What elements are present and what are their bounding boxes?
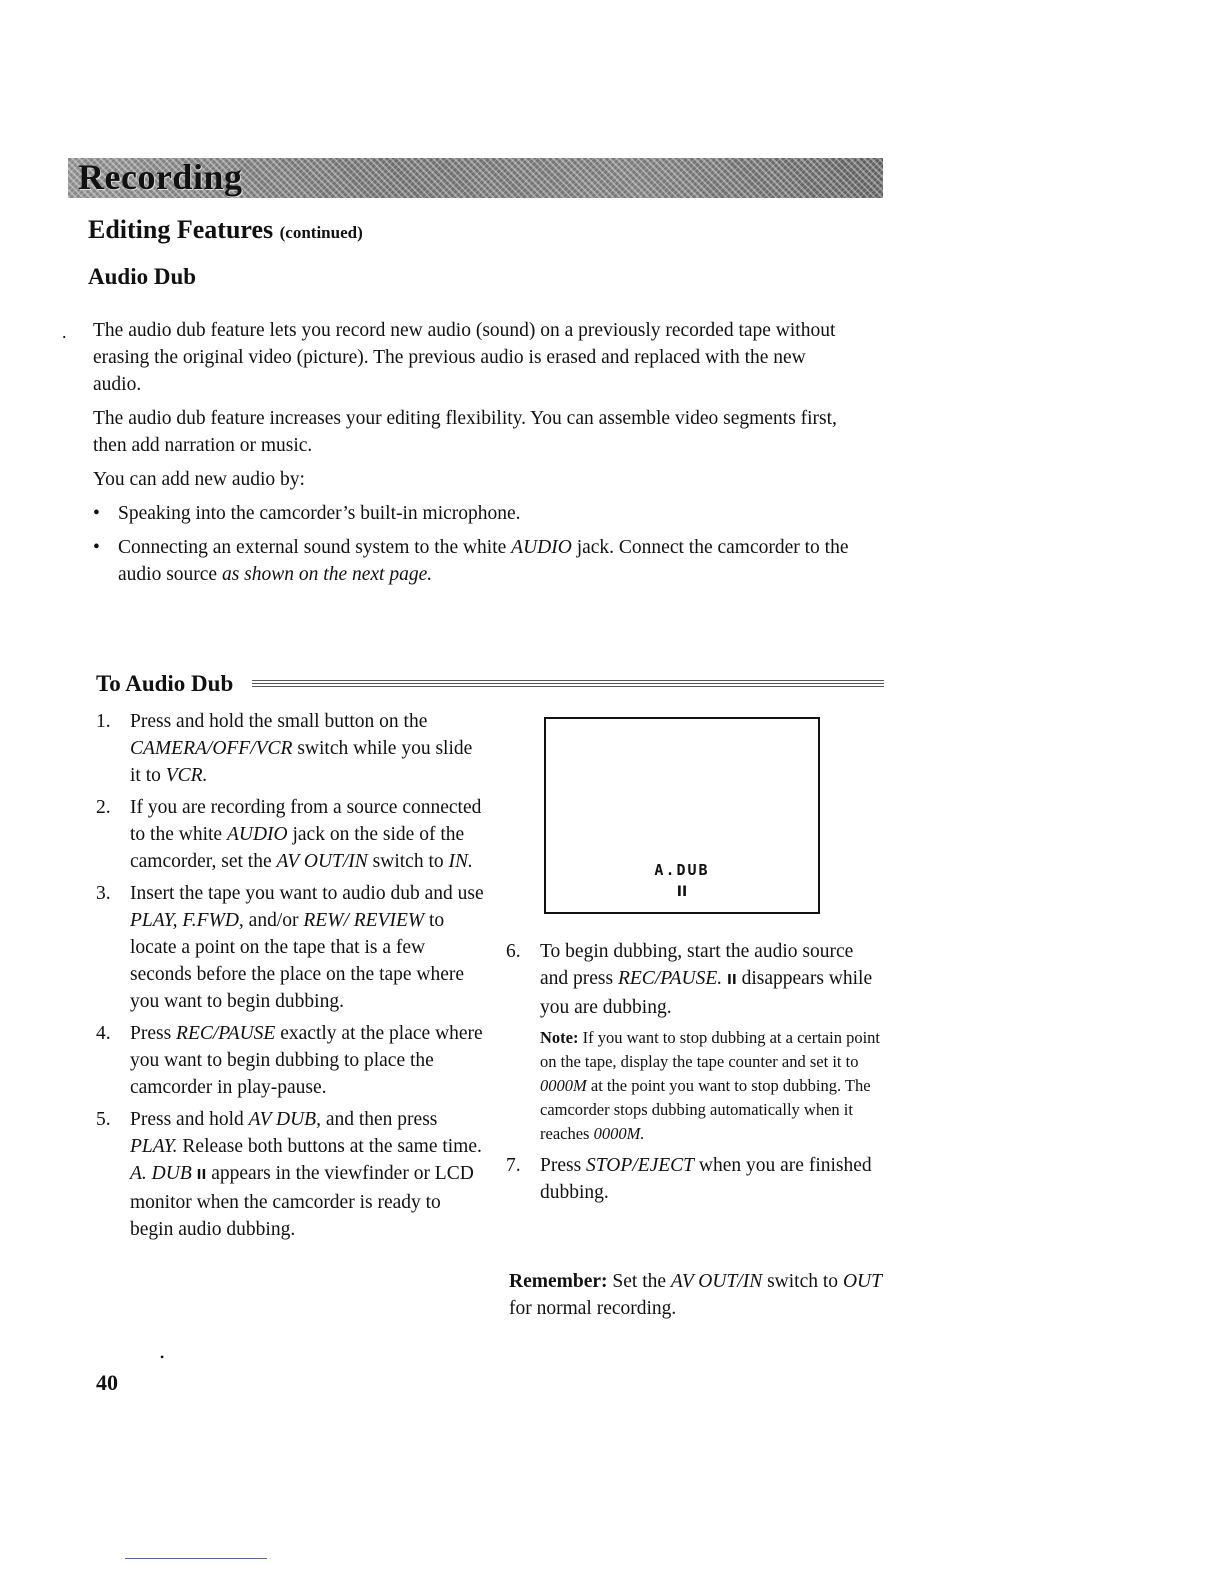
step-3	[96, 880, 486, 1015]
list-item	[93, 534, 853, 588]
step-text: Press REC/PAUSE exactly at the place where you want to begin dubbing to place the camcorder in play-pause.	[130, 1023, 483, 1098]
step-number: 1.	[96, 711, 111, 732]
audio-jack-term: AUDIO	[511, 537, 572, 558]
step-5	[96, 1106, 486, 1243]
intro-paragraph-2: The audio dub feature increases your editing flexibility. You can assemble video segments first, then add narration or music.	[93, 408, 837, 456]
stray-mark: •	[160, 1350, 165, 1364]
pause-icon: II	[676, 884, 688, 900]
step-number: 4.	[96, 1023, 111, 1044]
step-6	[506, 938, 886, 1021]
heading-rule	[252, 680, 884, 689]
step-number: 6.	[506, 941, 521, 962]
intro-paragraph-1: The audio dub feature lets you record new audio (sound) on a previously recorded tape without erasing the original video (picture). The previous audio is erased and replaced with the new audio.	[93, 320, 836, 395]
bottom-rule	[125, 1558, 267, 1559]
step-1	[96, 708, 486, 789]
step-text: If you are recording from a source connected to the white AUDIO jack on the side of the camcorder, set the AV OUT/IN switch to IN.	[130, 797, 482, 872]
step-number: 2.	[96, 797, 111, 818]
intro-paragraph-3: You can add new audio by:	[93, 469, 305, 490]
section-banner	[68, 158, 883, 198]
editing-features-heading	[88, 215, 363, 245]
step-2	[96, 794, 486, 875]
stray-mark: .	[62, 322, 67, 342]
page-number: 40	[96, 1370, 118, 1395]
remember-note: Remember: Set the AV OUT/IN switch to OUT for normal recording.	[509, 1271, 882, 1319]
bullet-icon: •	[93, 503, 100, 524]
step-number: 5.	[96, 1109, 111, 1130]
step-text: Press STOP/EJECT when you are finished dubbing.	[540, 1155, 872, 1203]
step-text: Insert the tape you want to audio dub and use PLAY, F.FWD, and/or REW/ REVIEW to locate a point on the tape that is a few seconds before the place on the tape where you want to begin dubbing.	[130, 883, 484, 1012]
list-item	[93, 500, 853, 527]
step-text: Press and hold AV DUB, and then press PLAY. Release both buttons at the same time. A. DUB II appears in the viewfinder or LCD monitor when the camcorder is ready to begin audio dubbing.	[130, 1109, 482, 1240]
to-audio-dub-heading: To Audio Dub	[96, 671, 234, 696]
section-title: Recording	[78, 157, 243, 197]
step-text: To begin dubbing, start the audio source and press REC/PAUSE. II disappears while you are dubbing.	[540, 941, 873, 1018]
steps-column-left	[96, 708, 486, 1248]
next-page-reference: as shown on the next page.	[221, 564, 433, 585]
step-7	[506, 1152, 886, 1206]
adub-indicator: A.DUB	[654, 861, 710, 879]
audio-source-list	[93, 500, 853, 588]
viewfinder-display-illustration	[544, 717, 820, 914]
step-number: 3.	[96, 883, 111, 904]
pause-icon: II	[196, 1168, 207, 1183]
step-text: Press and hold the small button on the CAMERA/OFF/VCR switch while you slide it to VCR.	[130, 711, 473, 786]
bullet-text: jack. Connect the camcorder to the audio source	[118, 537, 849, 585]
bullet-text: Speaking into the camcorder’s built-in microphone.	[118, 503, 521, 524]
audio-dub-heading: Audio Dub	[88, 264, 197, 289]
bullet-text: Connecting an external sound system to the white	[118, 537, 512, 558]
note-text: Note: If you want to stop dubbing at a certain point on the tape, display the tape counter and set it to 0000M at the point you want to stop dubbing. The camcorder stops dubbing automatically when it reaches 0000M.	[540, 1028, 881, 1143]
step-4	[96, 1020, 486, 1101]
bullet-icon: •	[93, 537, 100, 558]
editing-title: Editing Features	[88, 215, 274, 244]
pause-icon: II	[727, 973, 737, 988]
steps-column-right	[506, 938, 886, 1211]
step-number: 7.	[506, 1155, 521, 1176]
continued-label: (continued)	[279, 223, 363, 242]
audio-dub-intro	[93, 317, 853, 595]
